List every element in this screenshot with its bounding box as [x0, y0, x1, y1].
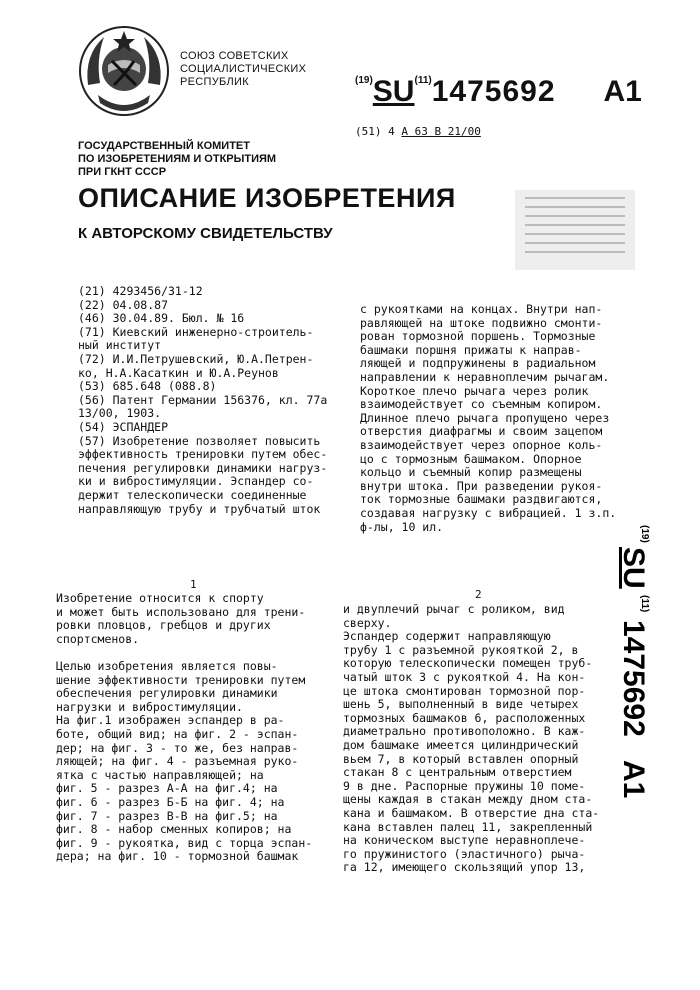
- biblio-line: (72) И.И.Петрушевский, Ю.А.Петрен-: [78, 351, 314, 366]
- country-code: SU: [372, 75, 415, 108]
- biblio-line: (22) 04.08.87: [78, 297, 169, 312]
- patent-number-block: [355, 75, 642, 109]
- abstract-line: ток тормозные башмаки раздвигаются,: [360, 492, 603, 507]
- body-line: ятка с частью направляющей; на: [56, 767, 264, 782]
- body-line: трубу 1 с разъемной рукояткой 2, в: [343, 642, 579, 657]
- biblio-line: (57) Изобретение позволяет повысить: [78, 433, 321, 448]
- body-right-column: [343, 603, 623, 875]
- abstract-line: создавая нагрузку с вибрацией. 1 з.п.: [360, 505, 617, 520]
- body-line: го пружинистого (эластичного) рыча-: [343, 846, 586, 861]
- vertical-code-19: (19): [639, 525, 650, 543]
- vertical-patent-number: [610, 525, 670, 805]
- body-line: Целью изобретения является повы-: [56, 658, 278, 673]
- body-line: фиг. 9 - рукоятка, вид с торца эспан-: [56, 835, 313, 850]
- body-line: ляющей; на фиг. 4 - разъемная руко-: [56, 754, 299, 769]
- document-title: ОПИСАНИЕ ИЗОБРЕТЕНИЯ: [78, 183, 456, 213]
- union-line: СОЮЗ СОВЕТСКИХ: [180, 50, 289, 62]
- ussr-emblem: [78, 25, 170, 117]
- column-number-right: 2: [475, 588, 482, 601]
- abstract-line: равляющей на штоке подвижно смонти-: [360, 315, 603, 330]
- biblio-line: (53) 685.648 (088.8): [78, 379, 217, 394]
- abstract-line: взаимодействует через опорное коль-: [360, 437, 603, 452]
- committee: [78, 140, 276, 179]
- body-line: вьем 7, в который вставлен опорный: [343, 751, 579, 766]
- biblio-line: 13/00, 1903.: [78, 406, 162, 421]
- biblio-line: направляющую трубу и трубчатый шток: [78, 501, 321, 516]
- body-line: спортсменов.: [56, 631, 140, 646]
- abstract-line: кольцо и съемный копир размещены: [360, 465, 582, 480]
- abstract-line: с рукоятками на концах. Внутри нап-: [360, 302, 603, 316]
- abstract-line: взаимодействует со съемным копиром.: [360, 397, 603, 412]
- body-line: дом башмаке имеется цилиндрический: [343, 737, 579, 752]
- patent-number: 1475692: [431, 75, 556, 108]
- body-line: боте, общий вид; на фиг. 2 - эспан-: [56, 726, 299, 741]
- body-line: шень 5, выполненный в виде четырех: [343, 697, 579, 712]
- body-left-column: [56, 592, 331, 864]
- code-19: (19): [355, 75, 373, 86]
- body-line: и двуплечий рычаг с роликом, вид: [343, 602, 565, 616]
- abstract-line: ляющей и подпружинены в радиальном: [360, 356, 596, 371]
- abstract-line: Короткое плечо рычага через ролик: [360, 383, 589, 398]
- body-line: Эспандер содержит направляющую: [343, 629, 551, 644]
- body-line: це штока смонтирован тормозной пор-: [343, 683, 586, 698]
- biblio-line: (71) Киевский инженерно-строитель-: [78, 324, 314, 339]
- body-line: которую телескопически помещен труб-: [343, 656, 593, 671]
- body-line: диаметрально противоположно. В каж-: [343, 724, 586, 739]
- column-number-left: 1: [190, 578, 197, 591]
- vertical-kind: A1: [617, 760, 650, 799]
- vertical-number: 1475692: [617, 620, 650, 737]
- body-line: ровки пловцов, гребцов и других: [56, 618, 271, 633]
- body-line: 9 в дне. Распорные пружины 10 поме-: [343, 778, 586, 793]
- union-header: [180, 50, 306, 89]
- body-line: [56, 646, 331, 660]
- body-line: дера; на фиг. 10 - тормозной башмак: [56, 849, 299, 864]
- union-line: СОЦИАЛИСТИЧЕСКИХ: [180, 63, 307, 75]
- code-11: (11): [414, 75, 432, 86]
- body-line: стакан 8 с центральным отверстием: [343, 765, 572, 780]
- biblio-line: держит телескопически соединенные: [78, 487, 307, 502]
- vertical-country: SU: [617, 547, 650, 589]
- biblio-line: ный институт: [78, 338, 162, 353]
- body-line: Изобретение относится к спорту: [56, 591, 264, 605]
- body-line: фиг. 6 - разрез Б-Б на фиг. 4; на: [56, 794, 285, 809]
- abstract-line: ф-лы, 10 ил.: [360, 519, 444, 534]
- vertical-code-11: (11): [639, 595, 650, 613]
- union-line: РЕСПУБЛИК: [180, 76, 249, 88]
- bibliographic-data: [78, 285, 350, 516]
- abstract-line: направлении к неравноплечим рычагам.: [360, 369, 610, 384]
- body-line: дер; на фиг. 3 - то же, без направ-: [56, 740, 299, 755]
- body-line: На фиг.1 изображен эспандер в ра-: [56, 713, 285, 728]
- registration-stamp: [515, 190, 635, 270]
- committee-line: ПО ИЗОБРЕТЕНИЯМ И ОТКРЫТИЯМ: [78, 153, 277, 165]
- body-line: чатый шток 3 с рукояткой 4. На кон-: [343, 669, 586, 684]
- abstract-line: башмаки поршня прижаты к направ-: [360, 342, 582, 357]
- body-line: га 12, имеющего скользящий упор 13,: [343, 860, 586, 875]
- biblio-line: (46) 30.04.89. Бюл. № 16: [78, 311, 245, 326]
- committee-line: ПРИ ГКНТ СССР: [78, 166, 167, 178]
- biblio-line: (21) 4293456/31-12: [78, 284, 203, 298]
- biblio-line: печения регулировки динамики нагруз-: [78, 460, 328, 475]
- body-line: фиг. 7 - разрез В-В на фиг.5; на: [56, 808, 278, 823]
- body-line: кана вставлен палец 11, закрепленный: [343, 819, 593, 834]
- committee-line: ГОСУДАРСТВЕННЫЙ КОМИТЕТ: [78, 140, 250, 152]
- document-subtitle: К АВТОРСКОМУ СВИДЕТЕЛЬСТВУ: [78, 225, 333, 242]
- body-line: фиг. 5 - разрез А-А на фиг.4; на: [56, 781, 278, 796]
- biblio-line: (56) Патент Германии 156376, кл. 77а: [78, 392, 328, 407]
- abstract-line: отверстия диафрагмы и своим зацепом: [360, 424, 603, 439]
- biblio-line: (54) ЭСПАНДЕР: [78, 419, 169, 434]
- body-line: кана и башмаком. В отверстие дна ста-: [343, 805, 600, 820]
- body-line: сверху.: [343, 615, 392, 630]
- abstract-line: рован тормозной поршень. Тормозные: [360, 329, 596, 344]
- ipc-classification: [355, 125, 481, 138]
- body-line: обеспечения регулировки динамики: [56, 686, 278, 701]
- ipc-code: (51) 4: [355, 125, 395, 138]
- abstract-line: цо с тормозным башмаком. Опорное: [360, 451, 582, 466]
- biblio-line: ки и вибростимуляции. Эспандер со-: [78, 474, 314, 489]
- abstract-line: внутри штока. При разведении рукоя-: [360, 478, 603, 493]
- abstract-line: Длинное плечо рычага пропущено через: [360, 410, 610, 425]
- vertical-number-svg: [610, 525, 670, 805]
- body-line: и может быть использовано для трени-: [56, 604, 306, 619]
- biblio-line: ко, Н.А.Касаткин и Ю.А.Реунов: [78, 365, 279, 380]
- abstract-continuation: [360, 303, 620, 534]
- body-line: фиг. 8 - набор сменных копиров; на: [56, 822, 292, 837]
- body-line: тормозных башмаков 6, расположенных: [343, 710, 586, 725]
- biblio-line: эффективность тренировки путем обес-: [78, 447, 328, 462]
- body-line: нагрузки и вибростимуляции.: [56, 699, 243, 714]
- body-line: щены каждая в стакан между дном ста-: [343, 792, 593, 807]
- kind-code: A1: [603, 75, 642, 108]
- body-line: на коническом выступе неравноплече-: [343, 833, 586, 848]
- body-line: шение эффективности тренировки путем: [56, 672, 306, 687]
- ipc-class: A 63 B 21/00: [401, 125, 481, 138]
